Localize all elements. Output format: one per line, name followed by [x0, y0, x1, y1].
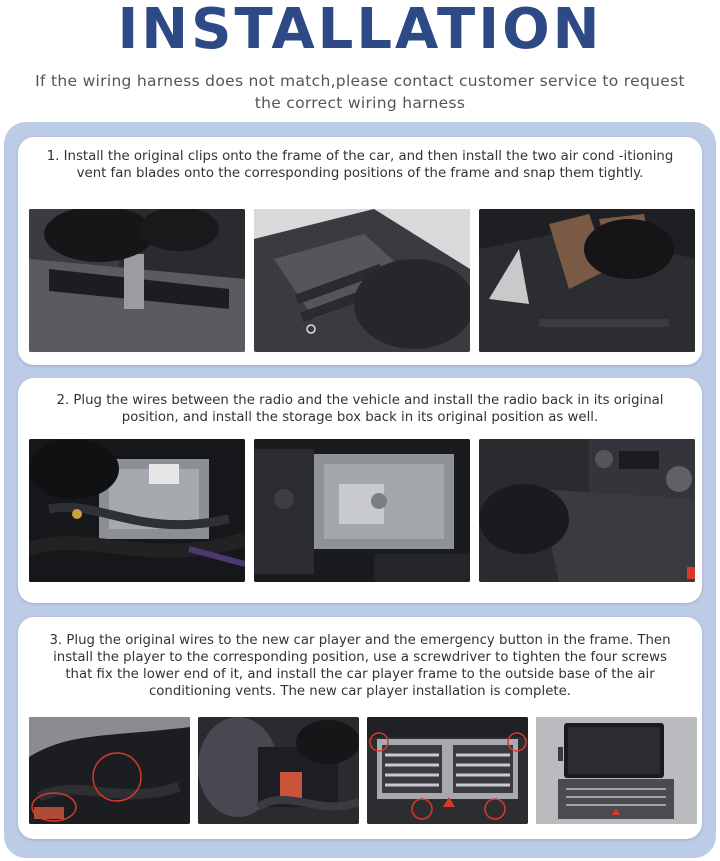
step-2-photo-storage-box [479, 439, 695, 582]
step-2-card [18, 378, 702, 603]
step-1-photo-clips [29, 209, 245, 352]
step-1-text: 1. Install the original clips onto the frame of the car, and then install the two air cond -itioning vent fan blades onto the corresponding positions of the frame and snap them tightly. [46, 149, 674, 181]
step-3-card [18, 617, 702, 839]
step-3-photo-emergency-button [198, 717, 359, 824]
step-3-photo-complete [536, 717, 697, 824]
step-3-text: 3. Plug the original wires to the new car player and the emergency button in the frame. Then install the player to the corresponding position, use a screwdriver to tighten the four screws that fix the lower end of it, and install the car player frame to the outside base of the air conditioning vents. The new car player installation is complete. [49, 633, 671, 699]
step-2-photo-radio [254, 439, 470, 582]
step-2-photo-wires [29, 439, 245, 582]
step-3-photo-harness [29, 717, 190, 824]
step-3-photo-screws [367, 717, 528, 824]
step-2-text: 2. Plug the wires between the radio and the vehicle and install the radio back in its original position, and install the storage box back in its original position as well. [56, 393, 664, 425]
step-1-photo-frame [254, 209, 470, 352]
step-1-card [18, 137, 702, 365]
page-subtitle: If the wiring harness does not match,please contact customer service to request the correct wiring harness [35, 72, 685, 112]
step-1-photo-vents [479, 209, 695, 352]
page-title: INSTALLATION [117, 0, 603, 62]
